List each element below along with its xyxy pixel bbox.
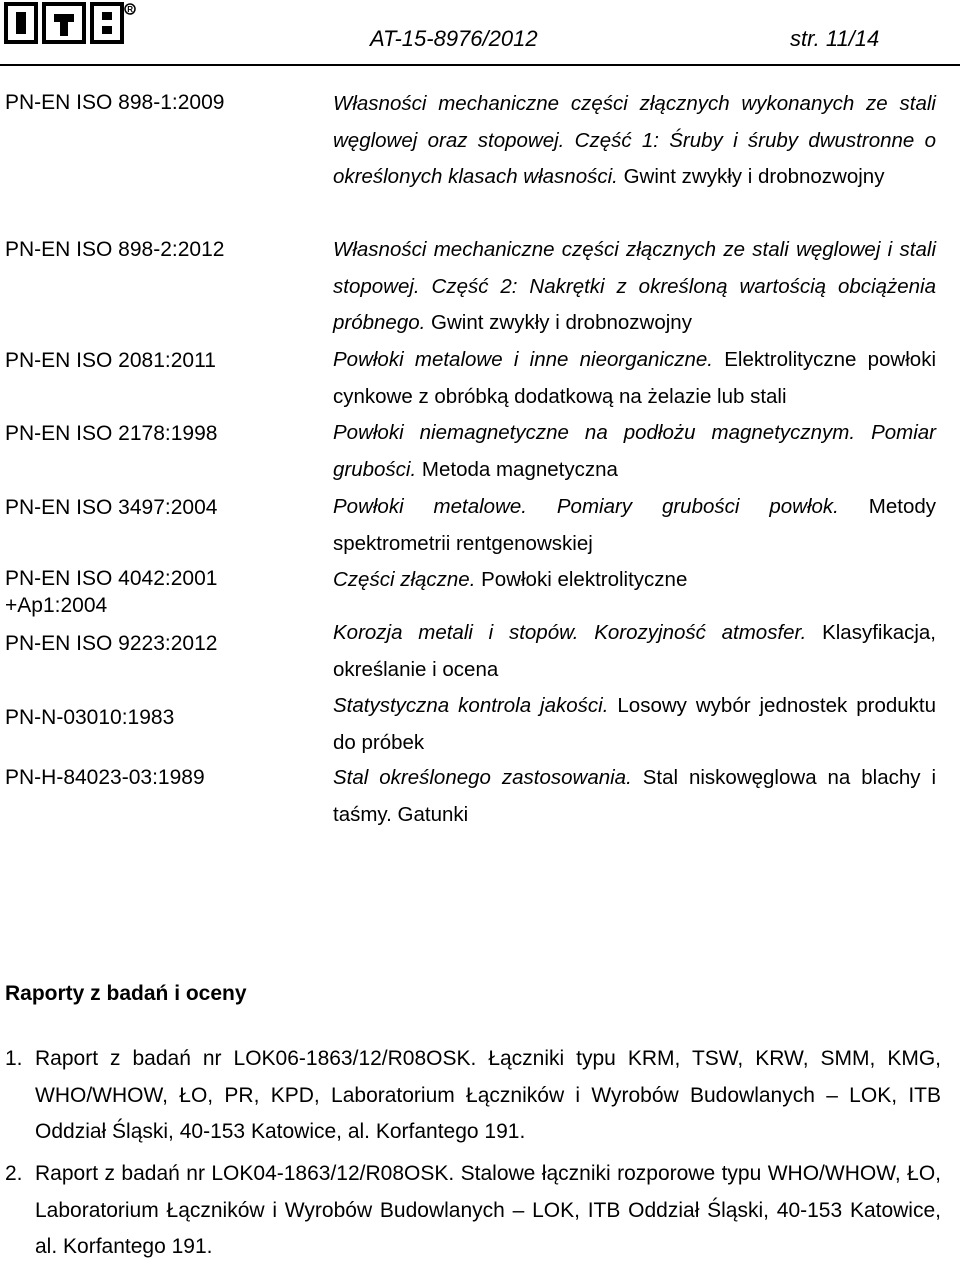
standard-subtitle: Gwint zwykły i drobnozwojny [623, 165, 885, 189]
standard-subtitle: Metoda magnetyczna [421, 457, 618, 481]
standard-title: Powłoki niemagnetyczne na podłożu magnetycznym. Pomiar grubości. [333, 421, 936, 481]
report-item [5, 1041, 941, 1151]
section-heading: Raporty z badań i oceny [5, 982, 247, 1005]
standard-subtitle: Gwint zwykły i drobnozwojny [431, 311, 692, 335]
report-item [5, 1156, 941, 1266]
standard-subtitle: Powłoki elektrolityczne [481, 568, 688, 591]
standard-title: Korozja metali i stopów. Korozyjność atmosfer. [333, 621, 807, 644]
standard-code: PN-H-84023-03:1989 [5, 766, 205, 789]
report-number: 1. [5, 1047, 23, 1070]
standard-code: PN-EN ISO 4042:2001 [5, 567, 218, 590]
standard-code-amendment: +Ap1:2004 [5, 594, 108, 617]
standard-description [333, 760, 936, 833]
svg-text:R: R [127, 5, 134, 14]
report-text: Raport z badań nr LOK04-1863/12/R08OSK. Stalowe łączniki rozporowe typu WHO/WHOW, ŁO, Laboratorium Łączników i Wyrobów Budowlanych – LOK, ITB Oddział Śląski, 40-153 Katowice, al. Korfantego 191. [35, 1162, 941, 1258]
standard-description [333, 562, 936, 599]
standard-subtitle: Klasyfikacja, określanie i ocena [333, 621, 936, 681]
standard-description [333, 489, 936, 562]
standard-description [333, 688, 936, 761]
standard-title: Części złączne. [333, 568, 476, 591]
standard-title: Powłoki metalowe i inne nieorganiczne. [333, 348, 713, 371]
standard-subtitle: Stal niskowęglowa na blachy i taśmy. Gatunki [333, 766, 936, 826]
standard-code: PN-N-03010:1983 [5, 706, 175, 729]
standard-code: PN-EN ISO 898-2:2012 [5, 238, 225, 261]
standard-title: Powłoki metalowe. Pomiary grubości powłok. [333, 495, 839, 518]
standard-description [333, 415, 936, 488]
standard-code: PN-EN ISO 2178:1998 [5, 422, 218, 445]
standard-subtitle: Losowy wybór jednostek produktu do próbek [333, 694, 936, 754]
report-text: Raport z badań nr LOK06-1863/12/R08OSK. Łączniki typu KRM, TSW, KRW, SMM, KMG, WHO/WHOW, ŁO, PR, KPD, Laboratorium Łączników i Wyrobów Budowlanych – LOK, ITB Oddział Śląski, 40-153 Katowice, al. Korfantego 191. [35, 1047, 941, 1143]
standard-description [333, 615, 936, 688]
standard-description [333, 86, 936, 196]
standard-description [333, 342, 936, 415]
standard-subtitle: Metody spektrometrii rentgenowskiej [333, 495, 936, 555]
document-reference: AT-15-8976/2012 [370, 26, 538, 51]
standard-code: PN-EN ISO 2081:2011 [5, 349, 216, 372]
standard-title: Własności mechaniczne części złącznych wykonanych ze stali węglowej oraz stopowej. Część 1: Śruby i śruby dwustronne o określonych klasach własności. [333, 92, 936, 189]
report-number: 2. [5, 1162, 23, 1185]
standard-code: PN-EN ISO 898-1:2009 [5, 91, 225, 114]
standard-code: PN-EN ISO 3497:2004 [5, 496, 218, 519]
header-divider [0, 64, 960, 66]
itb-logo [4, 2, 136, 46]
standard-description [333, 232, 936, 342]
standard-code: PN-EN ISO 9223:2012 [5, 632, 218, 655]
standard-title: Statystyczna kontrola jakości. [333, 694, 609, 717]
page-number: str. 11/14 [790, 26, 880, 51]
standard-title: Stal określonego zastosowania. [333, 766, 632, 789]
standard-subtitle: Elektrolityczne powłoki cynkowe z obróbką dodatkową na żelazie lub stali [333, 348, 936, 408]
standard-title: Własności mechaniczne części złącznych ze stali węglowej i stali stopowej. Część 2: Nakrętki z określoną wartością obciążenia próbnego. [333, 238, 936, 335]
